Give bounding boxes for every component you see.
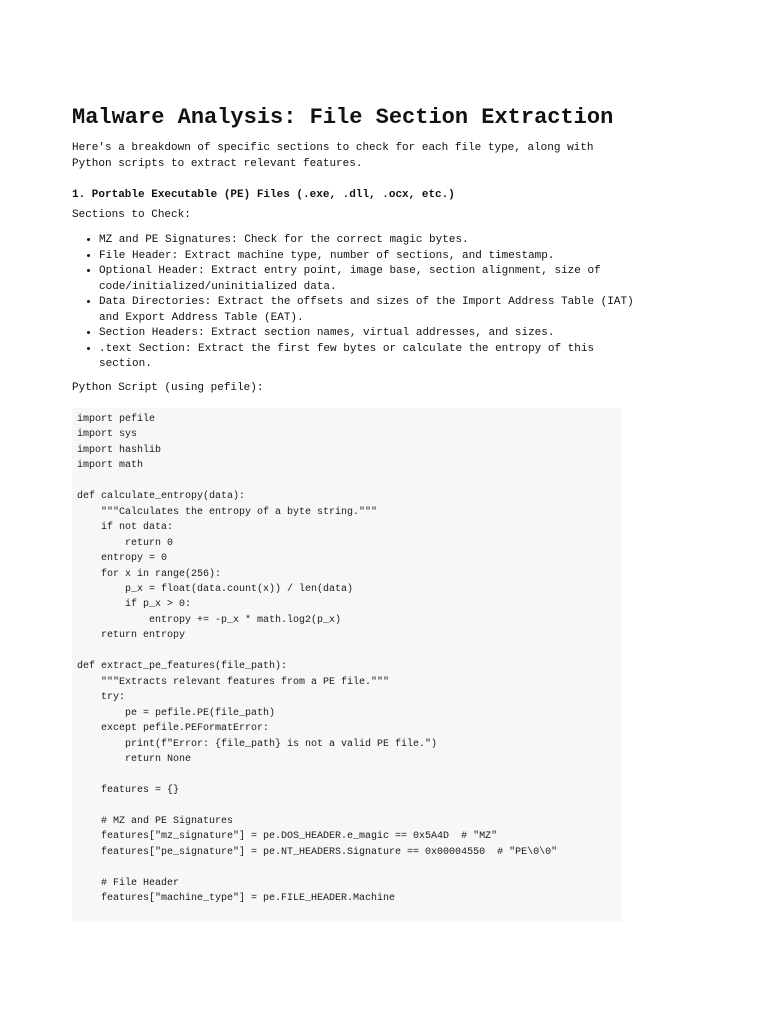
section-heading-pe-files: 1. Portable Executable (PE) Files (.exe, .dll, .ocx, etc.)	[72, 189, 455, 201]
intro-paragraph: Here's a breakdown of specific sections to check for each file type, along with Python scripts to extract relevant features.	[72, 142, 594, 170]
list-item: • MZ and PE Signatures: Check for the correct magic bytes.	[99, 233, 639, 249]
list-item: • .text Section: Extract the first few bytes or calculate the entropy of this section.	[99, 342, 639, 373]
python-script-label: Python Script (using pefile):	[72, 382, 264, 394]
sections-to-check-list	[72, 233, 639, 373]
list-item: • Optional Header: Extract entry point, image base, section alignment, size of code/initialized/uninitialized data.	[99, 264, 639, 295]
list-item: • File Header: Extract machine type, number of sections, and timestamp.	[99, 249, 639, 265]
list-item: • Section Headers: Extract section names, virtual addresses, and sizes.	[99, 326, 639, 342]
page-title: Malware Analysis: File Section Extraction	[72, 105, 614, 130]
code-block	[72, 408, 622, 922]
sections-to-check-label: Sections to Check:	[72, 209, 191, 221]
list-item: • Data Directories: Extract the offsets and sizes of the Import Address Table (IAT) and Export Address Table (EAT).	[99, 295, 639, 326]
python-code: import pefile import sys import hashlib import math def calculate_entropy(data): """Calculates the entropy of a byte string.""" if not data: return 0 entropy = 0 for x in range(256): p_x = float(data.count(x)) / len(data) if p_x > 0: entropy += -p_x * math.log2(p_x) return entropy def extract_pe_features(file_path): """Extracts relevant features from a PE file.""" try: pe = pefile.PE(file_path) except pefile.PEFormatError: print(f"Error: {file_path} is not a valid PE file.") return None features = {} # MZ and PE Signatures features["mz_signature"] = pe.DOS_HEADER.e_magic == 0x5A4D # "MZ" features["pe_signature"] = pe.NT_HEADERS.Signature == 0x00004550 # "PE\0\0" # File Header features["machine_type"] = pe.FILE_HEADER.Machine	[77, 414, 558, 905]
